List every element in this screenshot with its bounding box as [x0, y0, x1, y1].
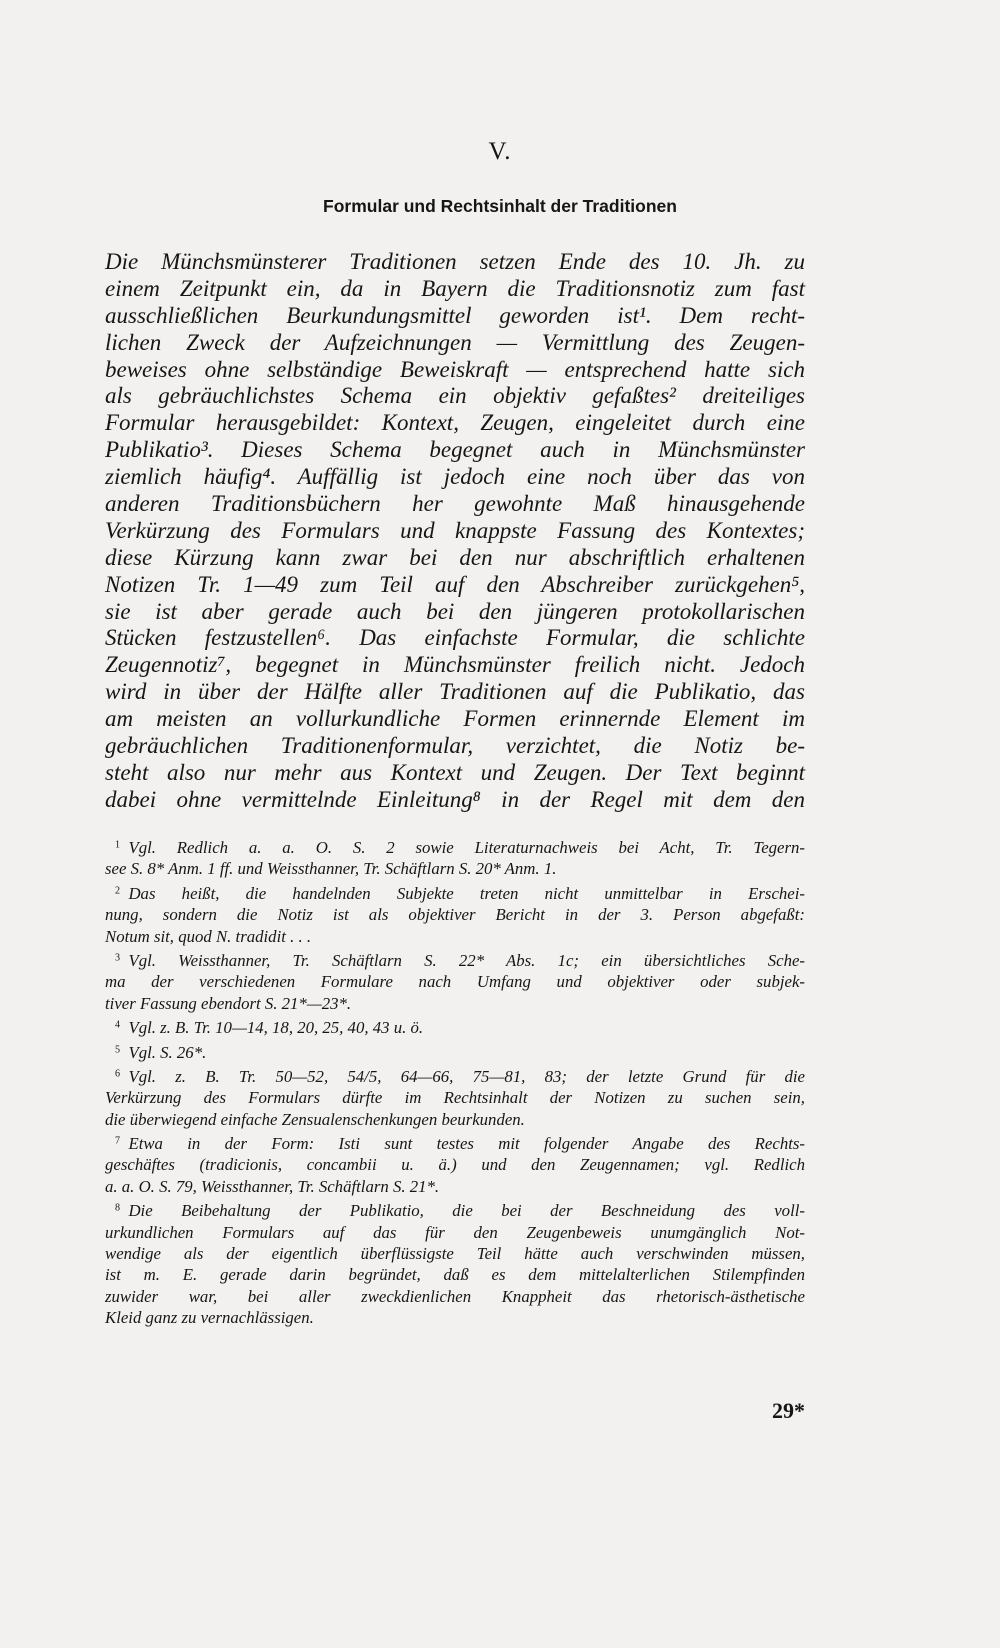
footnote-line [105, 1017, 805, 1038]
footnote-line [105, 1133, 805, 1154]
footnote-text: ma der verschiedenen Formulare nach Umfang und objektiver oder subjek- [105, 972, 805, 992]
footnote [105, 883, 805, 947]
body-line: Notizen Tr. 1—49 zum Teil auf den Abschreiber zurückgehen⁵, [105, 571, 805, 597]
footnote-mark: 6 [115, 1068, 121, 1080]
footnote-line [105, 971, 805, 992]
footnote-text: Vgl. Weissthanner, Tr. Schäftlarn S. 22* Abs. 1c; ein übersichtliches Sche- [128, 950, 805, 970]
body-line: wird in über der Hälfte aller Traditionen auf die Publikatio, das [105, 679, 805, 705]
footnote-mark: 1 [115, 839, 121, 851]
body-line: Die Münchsmünsterer Traditionen setzen Ende des 10. Jh. zu [105, 249, 805, 274]
footnote-line [105, 1286, 805, 1307]
footnote-line [105, 904, 805, 925]
body-line: Formular herausgebildet: Kontext, Zeugen, eingeleitet durch eine [105, 410, 805, 436]
footnote-line [105, 1066, 805, 1087]
body-line: beweises ohne selbständige Beweiskraft — entsprechend hatte sich [105, 356, 805, 382]
footnote-text: Notum sit, quod N. tradidit . . . [105, 926, 312, 946]
footnote-line [105, 950, 805, 971]
body-line: gebräuchlichen Traditionenformular, verzichtet, die Notiz be- [105, 733, 805, 759]
body-line: steht also nur mehr aus Kontext und Zeugen. Der Text beginnt [105, 759, 805, 785]
body-line: diese Kürzung kann zwar bei den nur abschriftlich erhaltenen [105, 544, 805, 570]
footnote-text: Das heißt, die handelnden Subjekte treten nicht unmittelbar in Erschei- [128, 883, 805, 903]
body-line: Publikatio³. Dieses Schema begegnet auch in Münchsmünster [105, 437, 805, 463]
footnote [105, 1042, 805, 1063]
body-line: am meisten an vollurkundliche Formen erinnernde Element im [105, 706, 805, 732]
section-title: Formular und Rechtsinhalt der Traditionen [323, 196, 677, 216]
footnotes [105, 837, 805, 1332]
footnote-line [105, 1264, 805, 1285]
footnote-text: geschäftes (tradicionis, concambii u. ä.) und den Zeugennamen; vgl. Redlich [105, 1155, 805, 1175]
footnote-line [105, 1154, 805, 1175]
footnote-text: Etwa in der Form: Isti sunt testes mit folgender Angabe des Rechts- [128, 1134, 805, 1154]
footnote-text: Vgl. Redlich a. a. O. S. 2 sowie Literaturnachweis bei Acht, Tr. Tegern- [128, 838, 805, 857]
footnote-text: urkundlichen Formulars auf das für den Zeugenbeweis unumgänglich Not- [105, 1222, 805, 1242]
body-line: ziemlich häufig⁴. Auffällig ist jedoch eine noch über das von [105, 464, 805, 490]
footnote-text: tiver Fassung ebendort S. 21*—23*. [105, 993, 352, 1013]
body-line: Zeugennotiz⁷, begegnet in Münchsmünster freilich nicht. Jedoch [105, 652, 805, 678]
footnote [105, 1200, 805, 1328]
footnote-line [105, 1200, 805, 1221]
footnote [105, 1017, 805, 1038]
footnote-text: nung, sondern die Notiz ist als objektiver Bericht in der 3. Person abgefaßt: [105, 905, 805, 925]
footnote-line [105, 1109, 805, 1130]
footnote-mark: 2 [115, 885, 121, 897]
body-line: als gebräuchlichstes Schema ein objektiv gefaßtes² dreiteiliges [105, 383, 805, 409]
footnote [105, 837, 805, 880]
body-line: lichen Zweck der Aufzeichnungen — Vermittlung des Zeugen- [105, 329, 805, 355]
footnote [105, 1133, 805, 1197]
footnote-line [105, 858, 805, 879]
footnote-text: ist m. E. gerade darin begründet, daß es dem mittelalterlichen Stilempfinden [105, 1265, 805, 1285]
footnote-mark: 4 [115, 1019, 121, 1031]
footnote [105, 1066, 805, 1130]
footnote-text: Verkürzung des Formulars dürfte im Rechtsinhalt der Notizen zu suchen sein, [105, 1088, 805, 1108]
body-text [105, 249, 805, 814]
footnote-mark: 5 [115, 1043, 121, 1055]
footnote-text: Die Beibehaltung der Publikatio, die bei der Beschneidung des voll- [128, 1201, 805, 1221]
body-line: sie ist aber gerade auch bei den jüngeren protokollarischen [105, 598, 805, 624]
footnote-line [105, 926, 805, 947]
footnote-line [105, 1222, 805, 1243]
body-line: dabei ohne vermittelnde Einleitung⁸ in der Regel mit dem den [105, 786, 805, 812]
body-line: Stücken festzustellen⁶. Das einfachste Formular, die schlichte [105, 625, 805, 651]
footnote-line [105, 1042, 805, 1063]
footnote-mark: 8 [115, 1202, 121, 1214]
footnote-text: Vgl. S. 26*. [128, 1042, 207, 1062]
footnote-mark: 3 [115, 952, 121, 964]
footnote-line [105, 883, 805, 904]
body-line: ausschließlichen Beurkundungsmittel geworden ist¹. Dem recht- [105, 302, 805, 328]
footnote-mark: 7 [115, 1135, 121, 1147]
footnote [105, 950, 805, 1014]
page-number: 29* [772, 1398, 805, 1423]
footnote-text: see S. 8* Anm. 1 ff. und Weissthanner, Tr. Schäftlarn S. 20* Anm. 1. [105, 859, 557, 879]
footnote-line [105, 1307, 805, 1328]
footnote-text: Kleid ganz zu vernachlässigen. [105, 1308, 314, 1328]
footnote-line [105, 1087, 805, 1108]
footnote-text: wendige als der eigentlich überflüssigste Teil hätte auch verschwinden müssen, [105, 1244, 805, 1264]
footnote-text: a. a. O. S. 79, Weissthanner, Tr. Schäftlarn S. 21*. [105, 1176, 440, 1196]
chapter-number: V. [488, 138, 512, 165]
footnote-text: Vgl. z. B. Tr. 50—52, 54/5, 64—66, 75—81, 83; der letzte Grund für die [128, 1066, 805, 1086]
body-line: anderen Traditionsbüchern her gewohnte Maß hinausgehende [105, 491, 805, 517]
footnote-line [105, 837, 805, 858]
footnote-line [105, 1176, 805, 1197]
body-line: einem Zeitpunkt ein, da in Bayern die Traditionsnotiz zum fast [105, 275, 805, 301]
footnote-line [105, 993, 805, 1014]
body-line: Verkürzung des Formulars und knappste Fassung des Kontextes; [105, 517, 805, 543]
footnote-text: zuwider war, bei aller zweckdienlichen Knappheit das rhetorisch-ästhetische [105, 1286, 805, 1306]
footnote-line [105, 1243, 805, 1264]
footnote-text: Vgl. z. B. Tr. 10—14, 18, 20, 25, 40, 43 u. ö. [128, 1018, 424, 1038]
footnote-text: die überwiegend einfache Zensualenschenkungen beurkunden. [105, 1109, 525, 1129]
